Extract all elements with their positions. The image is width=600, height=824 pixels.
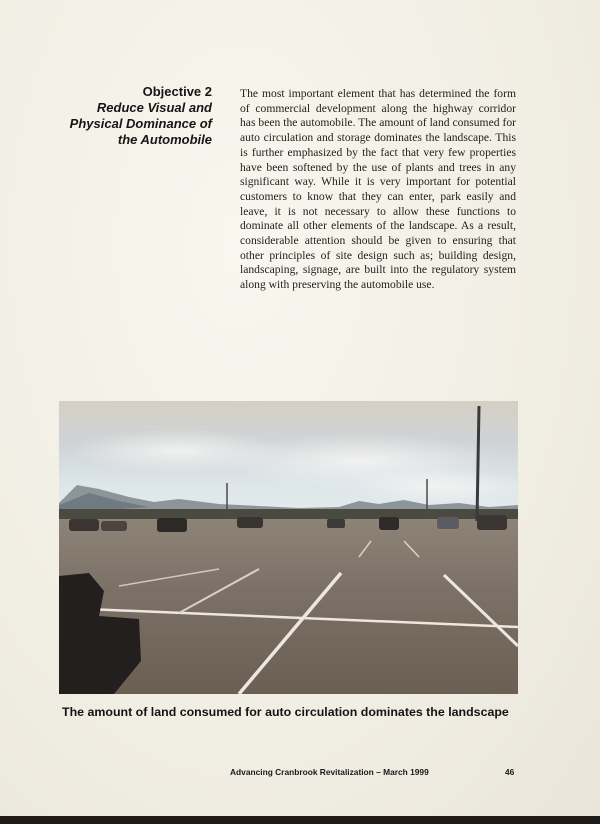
objective-title-line: Reduce Visual and bbox=[96, 100, 212, 115]
objective-title-line: Physical Dominance of bbox=[69, 116, 212, 131]
page-number: 46 bbox=[505, 767, 515, 777]
objective-heading bbox=[60, 84, 212, 148]
body-paragraph: The most important element that has determined the form of commercial development along the highway corridor has been the automobile. The amount of land consumed for auto circulation and storage dominates the landscape. This is further emphasized by the fact that very few properties have been softened by the use of plants and trees in any significant way. While it is very important for potential customers to know that they can enter, park easily and leave, it is not necessary to allow these functions to dominate all other elements of the landscape. As a result, considerable attention should be given to ensuring that other principles of site design such as; building design, landscaping, signage, are built into the regulatory system along with preserving the automobile use. bbox=[240, 87, 516, 292]
photo-caption: The amount of land consumed for auto circulation dominates the landscape bbox=[62, 705, 509, 719]
footer-title: Advancing Cranbrook Revitalization – March 1999 bbox=[230, 767, 429, 777]
scan-edge bbox=[0, 816, 600, 824]
objective-number: Objective 2 bbox=[142, 84, 212, 99]
parking-lot-photo bbox=[59, 401, 518, 694]
objective-title-line: the Automobile bbox=[117, 132, 212, 147]
